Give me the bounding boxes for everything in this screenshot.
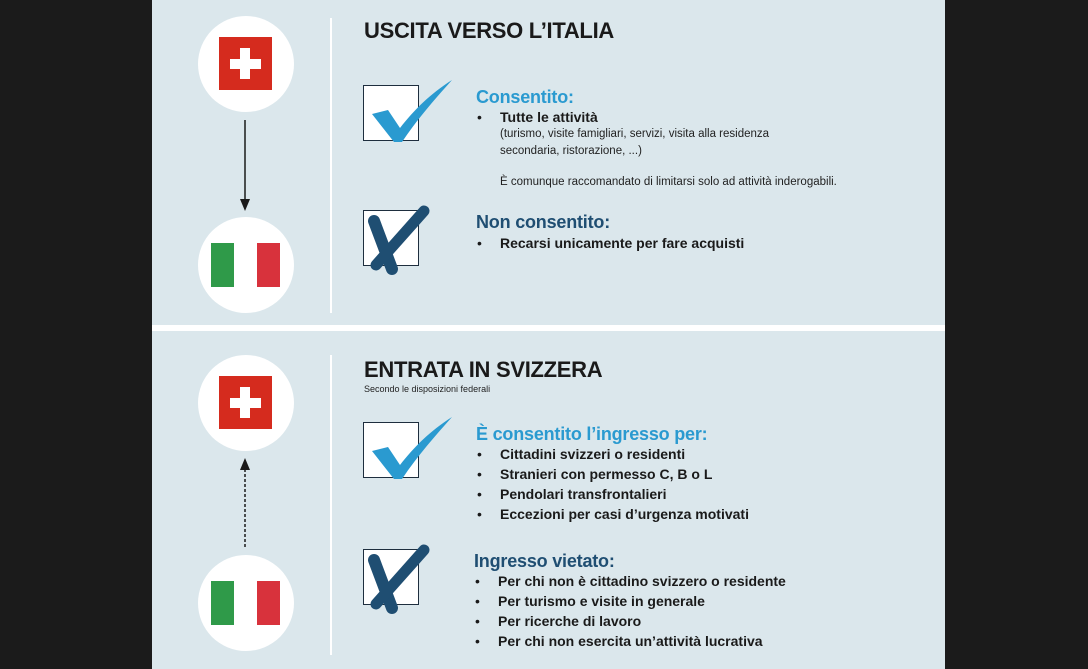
arrow-up-dashed-icon bbox=[238, 457, 252, 549]
list-item-text: Stranieri con permesso C, B o L bbox=[500, 466, 713, 482]
bullet: • bbox=[475, 593, 480, 609]
list-item-text: Recarsi unicamente per fare acquisti bbox=[500, 235, 745, 251]
list-item bbox=[477, 466, 713, 482]
list-item bbox=[475, 613, 642, 629]
bullet: • bbox=[477, 466, 482, 482]
cross-icon bbox=[362, 542, 442, 622]
exit-allowed-detail bbox=[500, 126, 769, 160]
detail-line: (turismo, visite famigliari, servizi, visita alla residenza bbox=[500, 128, 770, 140]
list-item bbox=[477, 235, 745, 251]
list-item bbox=[475, 573, 786, 589]
bullet: • bbox=[477, 235, 482, 251]
bullet: • bbox=[475, 633, 480, 649]
list-item-text: Per chi non è cittadino svizzero o residente bbox=[498, 573, 786, 589]
arrow-down-icon bbox=[238, 120, 252, 212]
list-item-text: Tutte le attività bbox=[500, 109, 598, 125]
entry-separator-line bbox=[330, 355, 332, 655]
list-item bbox=[475, 593, 705, 609]
entry-allowed-checkbox bbox=[363, 422, 419, 478]
italy-flag-icon bbox=[211, 581, 280, 625]
bullet: • bbox=[477, 486, 482, 502]
swiss-flag-icon bbox=[219, 37, 272, 90]
bullet: • bbox=[477, 506, 482, 522]
list-item bbox=[477, 506, 749, 522]
list-item-text: Cittadini svizzeri o residenti bbox=[500, 446, 686, 462]
swiss-flag-icon bbox=[219, 376, 272, 429]
exit-not-allowed-heading: Non consentito: bbox=[476, 212, 610, 232]
list-item-text: Eccezioni per casi d’urgenza motivati bbox=[500, 506, 749, 522]
exit-swiss-circle bbox=[198, 16, 294, 112]
exit-allowed-heading: Consentito: bbox=[476, 87, 574, 107]
checkmark-icon bbox=[362, 72, 458, 152]
list-item bbox=[477, 109, 598, 125]
entry-italy-circle bbox=[198, 555, 294, 651]
exit-recommendation: È comunque raccomandato di limitarsi solo ad attività inderogabili. bbox=[500, 176, 837, 188]
entry-section-subtitle: Secondo le disposizioni federali bbox=[364, 384, 491, 394]
checkmark-icon bbox=[362, 409, 458, 489]
entry-forbidden-heading: Ingresso vietato: bbox=[474, 551, 615, 571]
exit-not-allowed-checkbox bbox=[363, 210, 419, 266]
exit-section-title: USCITA VERSO L’ITALIA bbox=[364, 18, 614, 43]
entry-section-title: ENTRATA IN SVIZZERA bbox=[364, 357, 603, 382]
bullet: • bbox=[477, 109, 482, 125]
entry-forbidden-checkbox bbox=[363, 549, 419, 605]
section-divider bbox=[152, 325, 945, 331]
list-item-text: Pendolari transfrontalieri bbox=[500, 486, 667, 502]
list-item-text: Per ricerche di lavoro bbox=[498, 613, 642, 629]
entry-allowed-heading: È consentito l’ingresso per: bbox=[476, 424, 708, 444]
list-item bbox=[477, 486, 667, 502]
bullet: • bbox=[475, 613, 480, 629]
list-item-text: Per turismo e visite in generale bbox=[498, 593, 705, 609]
detail-line: secondaria, ristorazione, ...) bbox=[500, 145, 642, 157]
cross-icon bbox=[362, 203, 442, 283]
list-item bbox=[475, 633, 763, 649]
entry-swiss-circle bbox=[198, 355, 294, 451]
list-item bbox=[477, 446, 686, 462]
exit-separator-line bbox=[330, 18, 332, 313]
italy-flag-icon bbox=[211, 243, 280, 287]
list-item-text: Per chi non esercita un’attività lucrativa bbox=[498, 633, 763, 649]
exit-italy-circle bbox=[198, 217, 294, 313]
bullet: • bbox=[475, 573, 480, 589]
bullet: • bbox=[477, 446, 482, 462]
exit-allowed-checkbox bbox=[363, 85, 419, 141]
